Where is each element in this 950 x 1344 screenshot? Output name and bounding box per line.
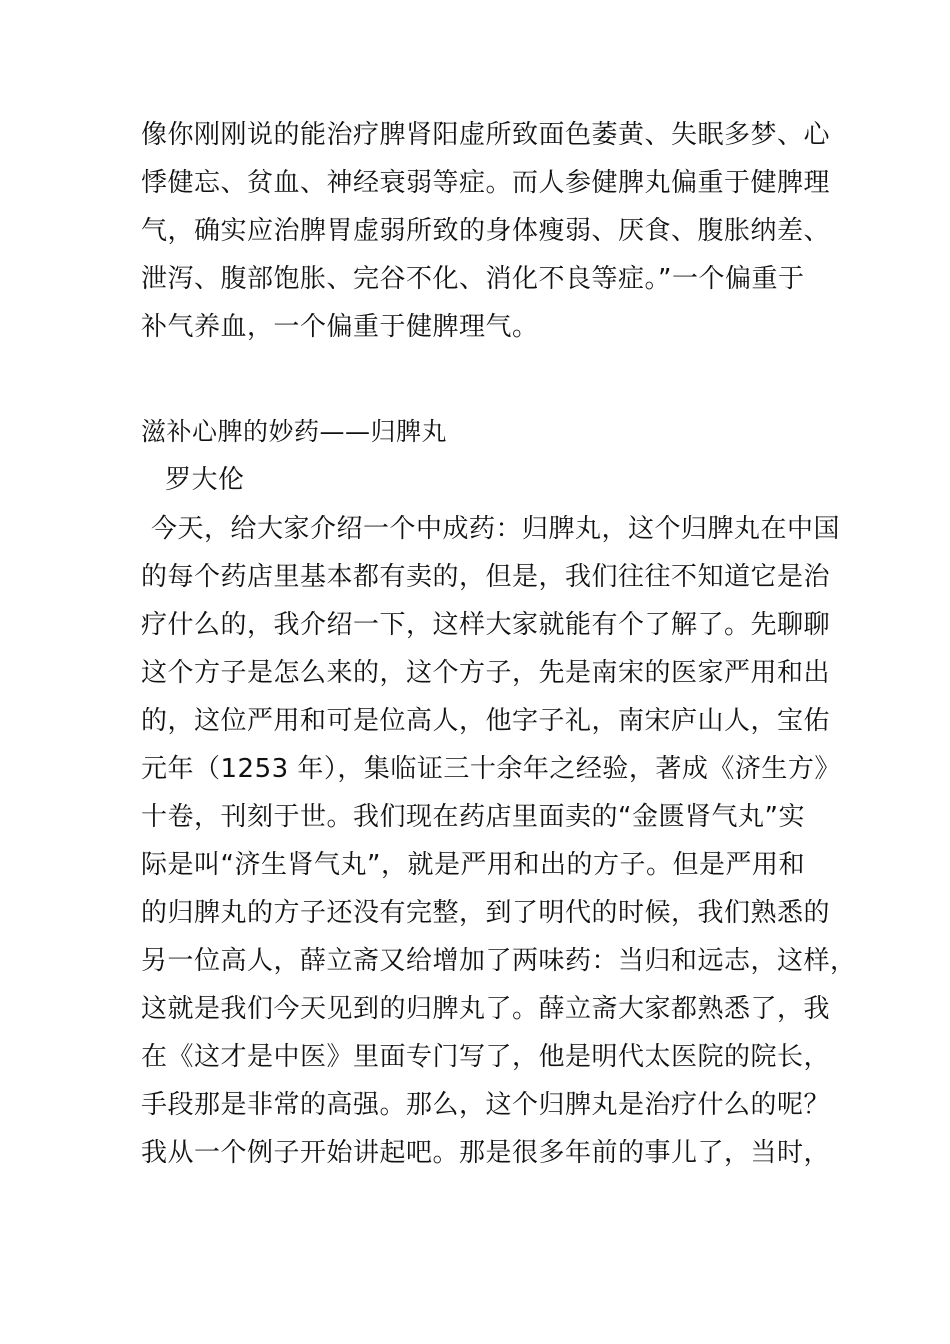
article-title: 滋补心脾的妙药——归脾丸	[141, 417, 448, 446]
paragraph-2-line-9: 的归脾丸的方子还没有完整，到了明代的时候，我们熟悉的	[141, 898, 831, 928]
paragraph-2-line-11: 这就是我们今天见到的归脾丸了。薛立斋大家都熟悉了，我	[141, 994, 831, 1024]
article-author: 罗大伦	[165, 465, 245, 495]
paragraph-2-line-10: 另一位高人，薛立斋又给增加了两味药：当归和远志，这样，	[141, 946, 857, 976]
paragraph-2-line-13: 手段那是非常的高强。那么，这个归脾丸是治疗什么的呢？	[141, 1090, 831, 1120]
paragraph-1-line-1: 像你刚刚说的能治疗脾肾阳虚所致面色萎黄、失眠多梦、心	[141, 120, 831, 150]
paragraph-2-line-3: 疗什么的，我介绍一下，这样大家就能有个了解了。先聊聊	[141, 610, 831, 640]
paragraph-1-line-3: 气，确实应治脾胃虚弱所致的身体瘦弱、厌食、腹胀纳差、	[141, 216, 831, 246]
paragraph-2-line-14: 我从一个例子开始讲起吧。那是很多年前的事儿了，当时，	[141, 1138, 831, 1168]
paragraph-2-line-7: 十卷，刊刻于世。我们现在药店里面卖的“金匮肾气丸”实	[141, 802, 805, 832]
paragraph-2-line-4: 这个方子是怎么来的，这个方子，先是南宋的医家严用和出	[141, 658, 831, 688]
paragraph-2-line-6: 元年（1253 年），集临证三十余年之经验，著成《济生方》	[141, 754, 841, 784]
paragraph-1-line-5: 补气养血，一个偏重于健脾理气。	[141, 312, 539, 342]
paragraph-2-line-1: 今天，给大家介绍一个中成药：归脾丸，这个归脾丸在中国	[151, 514, 841, 544]
paragraph-1-line-4: 泄泻、腹部饱胀、完谷不化、消化不良等症。”一个偏重于	[141, 264, 805, 294]
paragraph-2-line-8: 际是叫“济生肾气丸”，就是严用和出的方子。但是严用和	[141, 850, 805, 880]
paragraph-1-line-2: 悸健忘、贫血、神经衰弱等症。而人参健脾丸偏重于健脾理	[141, 168, 831, 198]
paragraph-2-line-5: 的，这位严用和可是位高人，他字子礼，南宋庐山人，宝佑	[141, 706, 831, 736]
paragraph-2-line-2: 的每个药店里基本都有卖的，但是，我们往往不知道它是治	[141, 562, 831, 592]
paragraph-2-line-12: 在《这才是中医》里面专门写了，他是明代太医院的院长，	[141, 1042, 831, 1072]
